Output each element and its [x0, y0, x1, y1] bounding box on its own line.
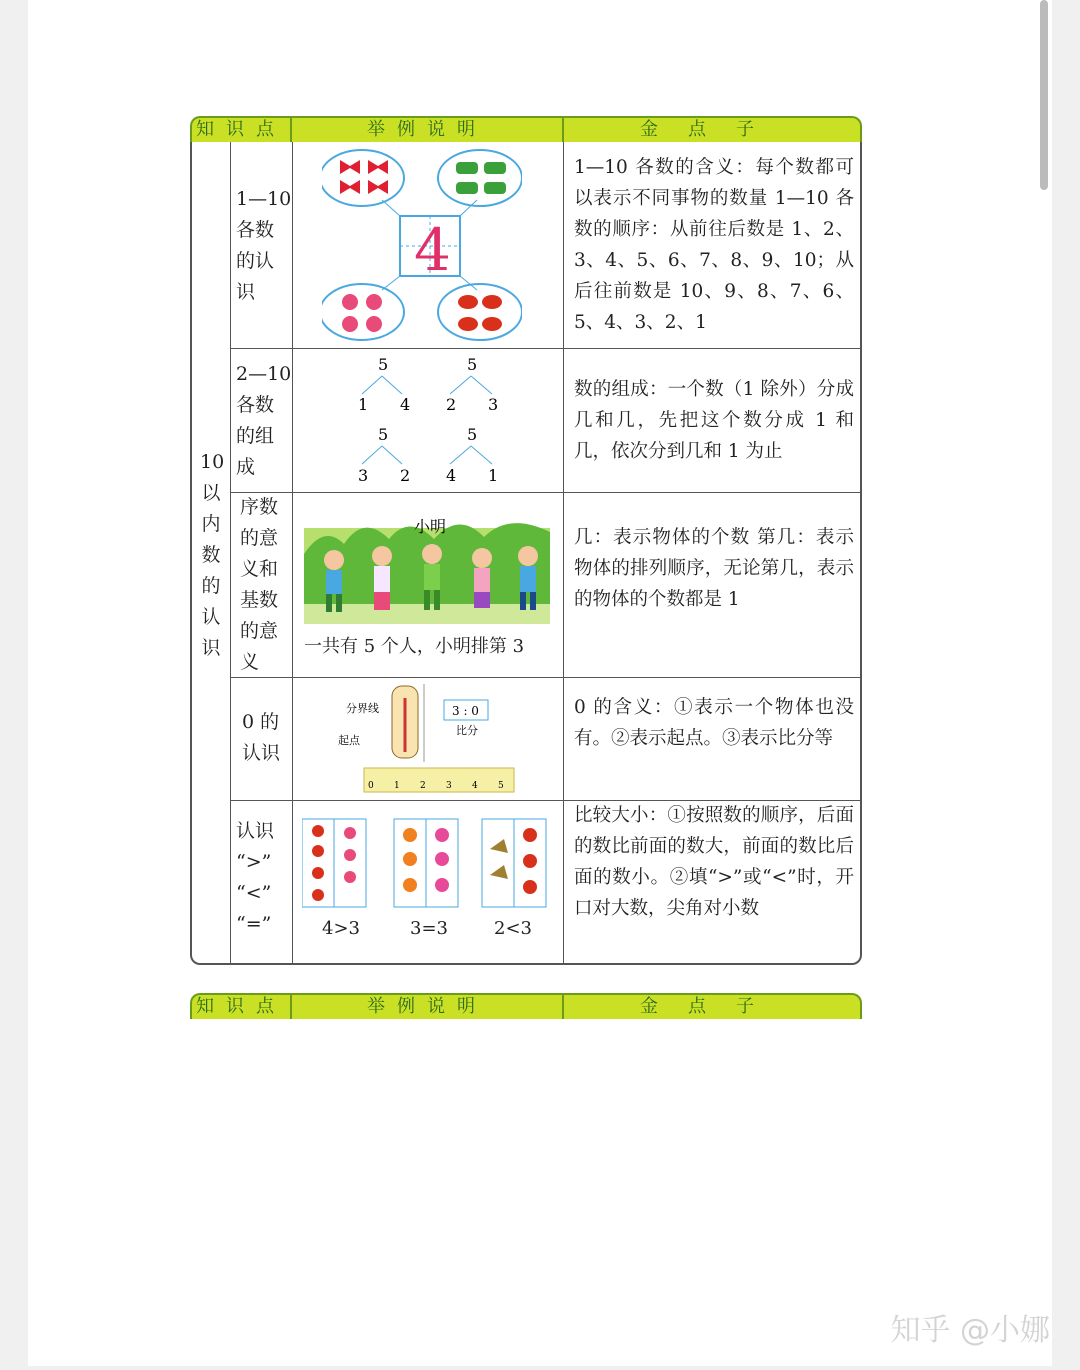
- tree-top: 5: [467, 425, 478, 444]
- composition-trees: [342, 352, 512, 488]
- tree-left: 4: [446, 466, 457, 485]
- topic-line: 2—10: [236, 363, 292, 385]
- children-illustration: [304, 514, 552, 626]
- header-tips: 金点子: [640, 119, 784, 140]
- tree-2: [446, 355, 498, 414]
- tip-1: 1—10 各数的含义：每个数都可以表示不同事物的数量 1—10 各数的顺序：从前往后数是 1、2、3、4、5、6、7、8、9、10；从后往前数是 10、9、8、7、6、5、4、3、2、1: [574, 157, 854, 333]
- next-table-header: [190, 993, 862, 1019]
- caption-ordinal: 一共有 5 个人，小明排第 3: [304, 636, 525, 657]
- topic-line: 义: [240, 651, 260, 673]
- topic-line: 的认: [236, 250, 275, 272]
- number-4-illustration: [322, 148, 522, 344]
- header-tips: 金点子: [640, 996, 784, 1017]
- zero-illustration: [332, 682, 522, 796]
- topic-1: [236, 184, 291, 308]
- row-line: [230, 348, 862, 349]
- tree-4: [446, 425, 498, 485]
- tree-right: 4: [400, 395, 411, 414]
- start-label: 起点: [338, 734, 360, 747]
- caption-3-eq-3: 3=3: [410, 918, 448, 939]
- topic-line: 各数: [236, 394, 275, 416]
- tree-right: 1: [488, 466, 499, 485]
- tree-3: [358, 425, 410, 485]
- tree-left: 2: [446, 395, 457, 414]
- tree-left: 1: [358, 395, 369, 414]
- crab-icons: [458, 295, 502, 331]
- topic-line: 义和: [240, 558, 279, 580]
- header-knowledge-point: 知识点: [196, 996, 286, 1017]
- score-label: 比分: [456, 724, 478, 737]
- topic-line: 认识: [242, 742, 281, 764]
- topic-line: 序数: [240, 496, 279, 518]
- header-examples: 举例说明: [367, 996, 487, 1017]
- topic-2: [236, 359, 291, 483]
- topic-line: 基数: [240, 589, 279, 611]
- topic-line: 认识: [236, 820, 275, 842]
- topic-line: “<”: [236, 882, 272, 904]
- comparison-illustration: [302, 817, 552, 909]
- column-line: [563, 142, 564, 965]
- ruler-tick: 2: [420, 781, 426, 791]
- ruler-tick: 3: [446, 781, 452, 791]
- column-line: [292, 142, 293, 965]
- topic-line: “=”: [236, 913, 272, 935]
- topic-line: 识: [236, 281, 256, 303]
- topic-line: 0 的: [242, 711, 280, 733]
- ruler-tick: 5: [498, 781, 504, 791]
- tip-2: 数的组成：一个数（1 除外）分成几和几，先把这个数分成 1 和几，依次分到几和 1 为止: [574, 379, 854, 462]
- tip-4: 0 的含义：①表示一个物体也没有。②表示起点。③表示比分等: [574, 697, 854, 749]
- scrollbar[interactable]: [1040, 0, 1048, 190]
- topic-line: “>”: [236, 851, 272, 873]
- flower-icons: [342, 294, 382, 332]
- tree-1: [358, 355, 410, 414]
- topic-5: [236, 816, 274, 940]
- header-knowledge-point: 知识点: [196, 119, 286, 140]
- bow-icons: [340, 160, 388, 194]
- car-icons: [456, 162, 506, 194]
- numeral-4: 4: [414, 216, 451, 284]
- knowledge-table: [190, 142, 862, 965]
- header-examples: 举例说明: [367, 119, 487, 140]
- topic-line: 的意: [240, 527, 279, 549]
- category-label: 10以内数的认识: [200, 451, 225, 659]
- row-line: [230, 492, 862, 493]
- ruler-tick: 1: [394, 781, 400, 791]
- ruler-tick: 4: [472, 781, 478, 791]
- topic-line: 成: [236, 456, 256, 478]
- divider-label: 分界线: [346, 702, 379, 715]
- tree-left: 3: [358, 466, 369, 485]
- topic-line: 1—10: [236, 188, 292, 210]
- tree-top: 5: [467, 355, 478, 374]
- watermark: 知乎 @小娜: [890, 1313, 1050, 1348]
- tree-top: 5: [378, 355, 389, 374]
- tip-3: 几：表示物体的个数 第几：表示物体的排列顺序，无论第几，表示的物体的个数都是 1: [574, 527, 854, 610]
- row-line: [230, 677, 862, 678]
- tree-top: 5: [378, 425, 389, 444]
- caption-4-gt-3: 4>3: [322, 918, 360, 939]
- tree-right: 3: [488, 395, 499, 414]
- topic-line: 各数: [236, 219, 275, 241]
- label-xiaoming: 小明: [414, 517, 447, 536]
- topic-4: [242, 707, 280, 769]
- topic-line: 的组: [236, 425, 275, 447]
- score-value: 3 : 0: [452, 704, 479, 718]
- caption-2-lt-3: 2<3: [494, 918, 532, 939]
- topic-3: [240, 492, 278, 678]
- table-header: [190, 116, 862, 142]
- tip-5: 比较大小：①按照数的顺序，后面的数比前面的数大，前面的数比后面的数小。②填“>”或“<”时，开口对大数，尖角对小数: [574, 805, 854, 919]
- column-line: [230, 142, 231, 965]
- ruler-tick: 0: [368, 781, 374, 791]
- topic-line: 的意: [240, 620, 279, 642]
- tree-right: 2: [400, 466, 411, 485]
